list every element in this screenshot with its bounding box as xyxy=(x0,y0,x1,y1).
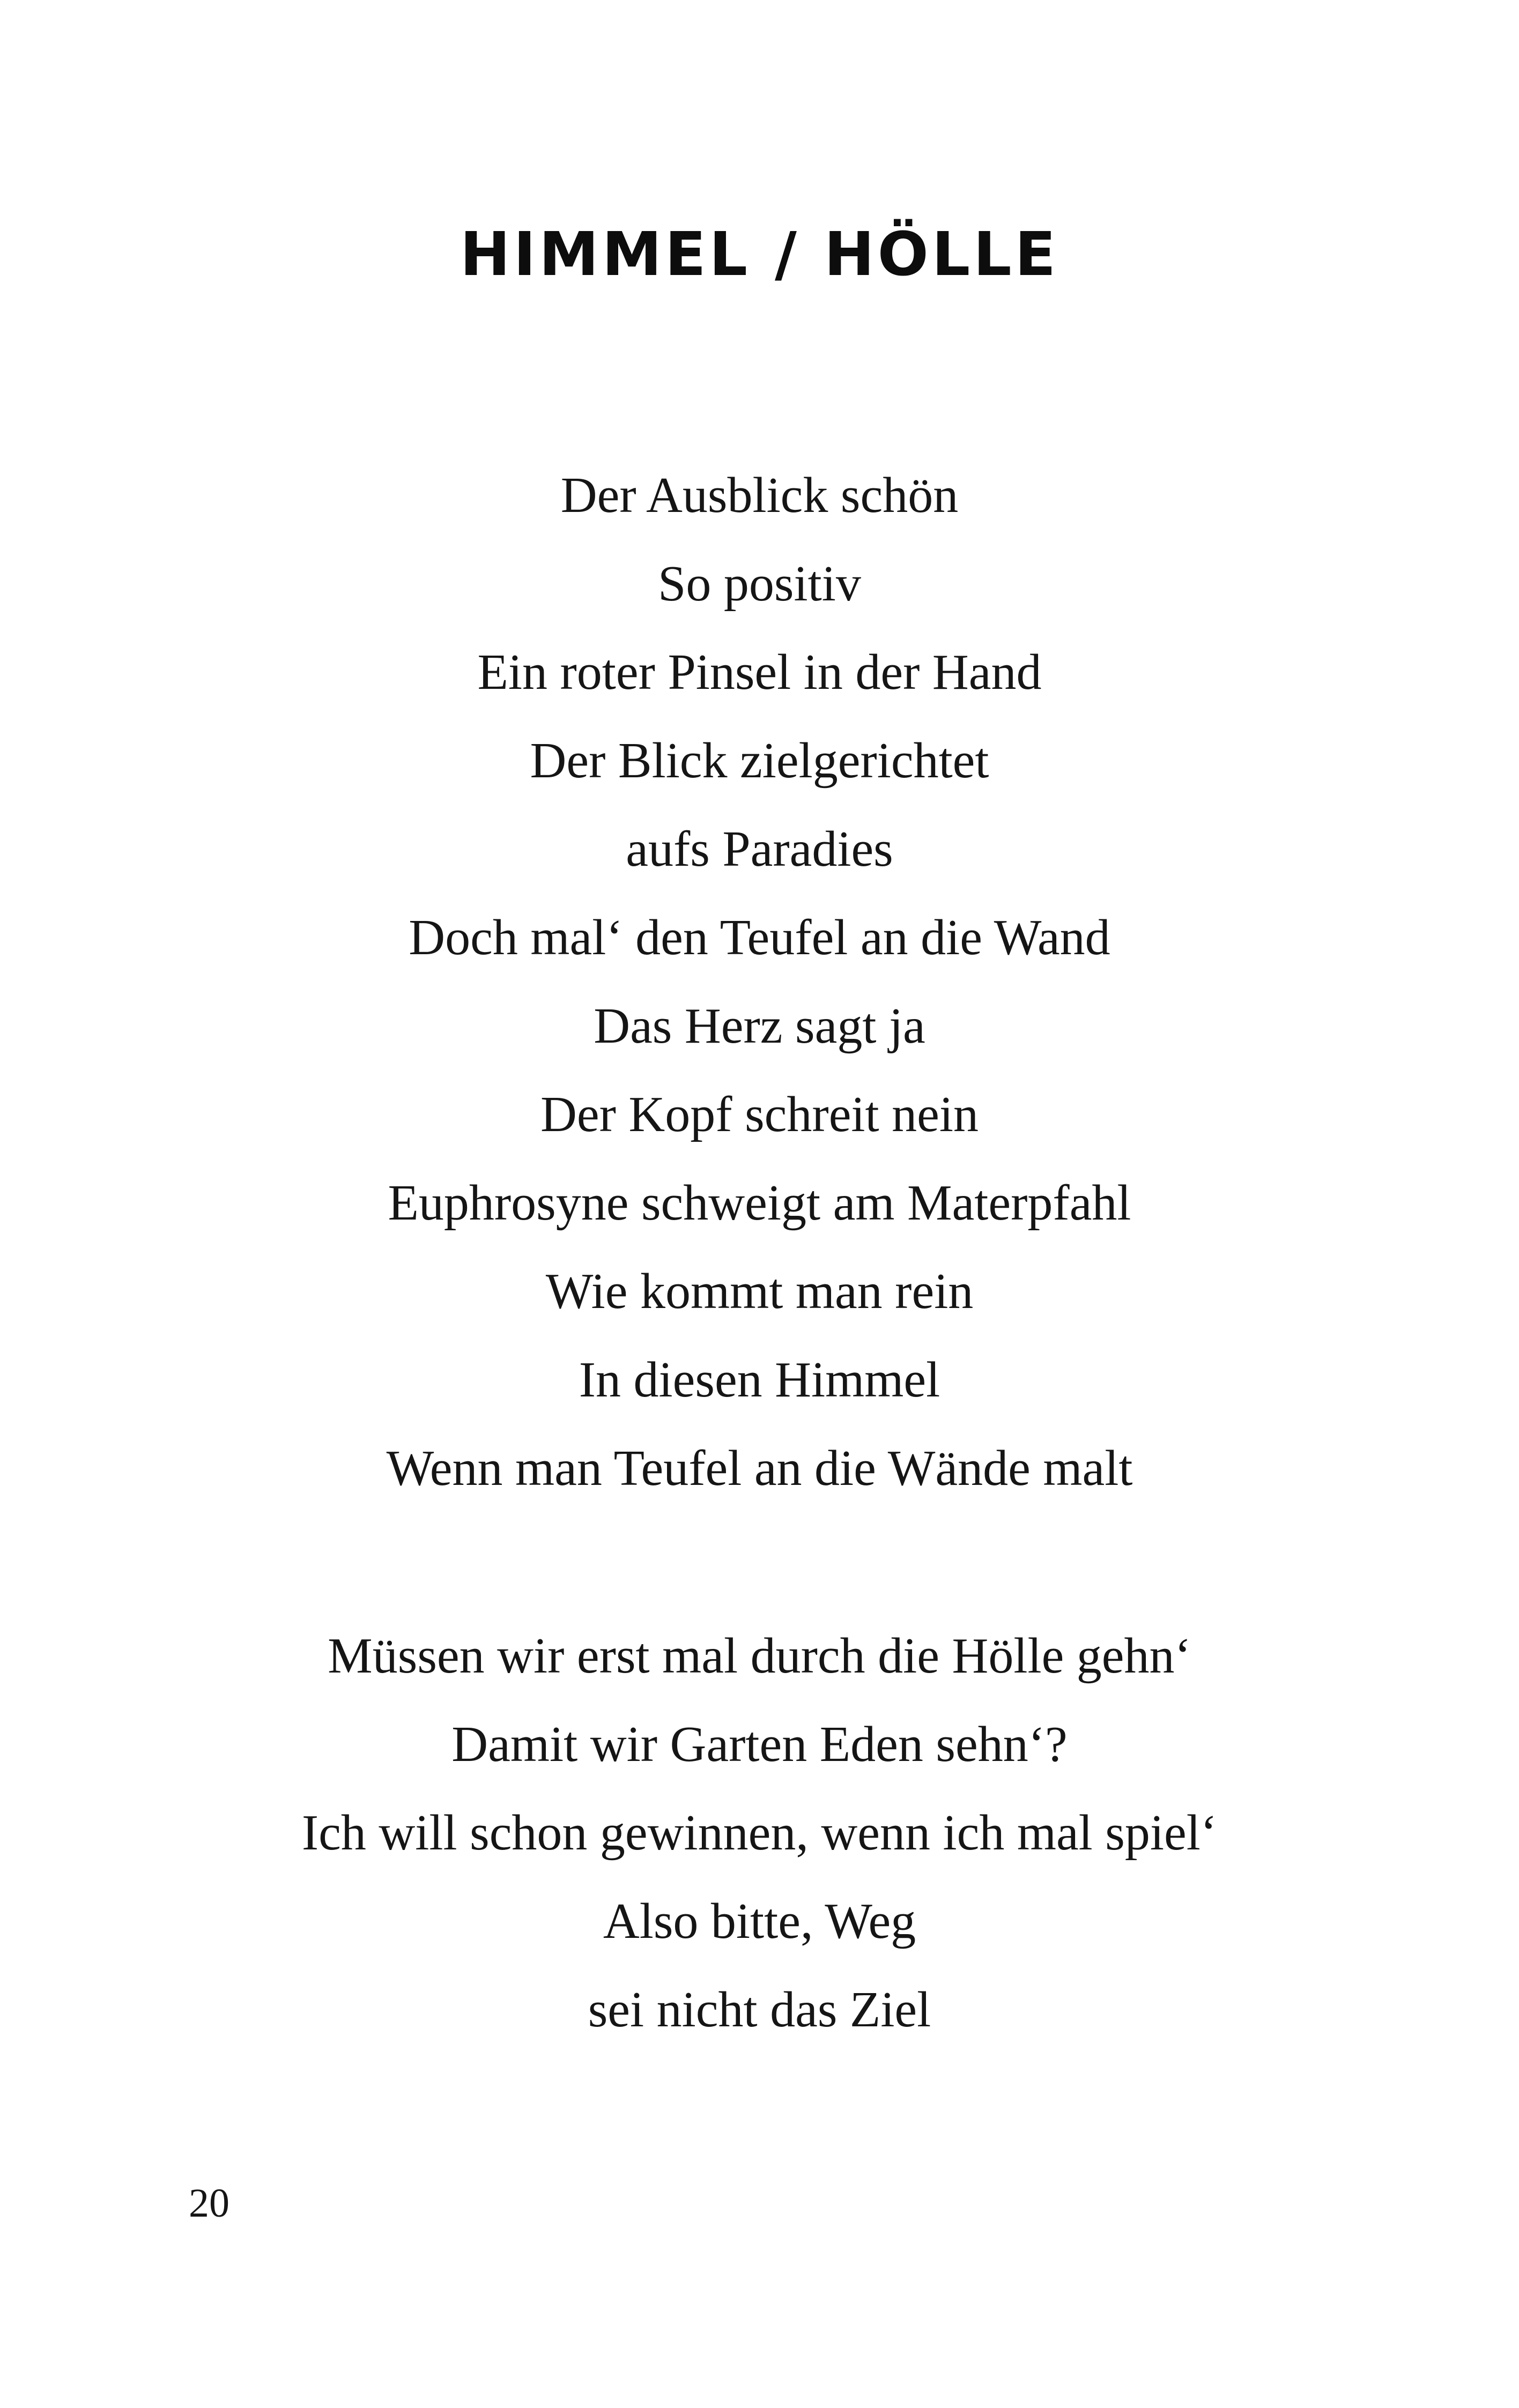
poem-line: In diesen Himmel xyxy=(579,1352,940,1408)
poem-line: Ich will schon gewinnen, wenn ich mal spiel‘ xyxy=(301,1805,1218,1861)
poem-line: Euphrosyne schweigt am Materpfahl xyxy=(388,1175,1131,1231)
poem-line: Wie kommt man rein xyxy=(545,1264,974,1319)
stanza-1 xyxy=(0,451,1519,1513)
poem-line: sei nicht das Ziel xyxy=(588,1982,931,2038)
poem-line: Der Ausblick schön xyxy=(560,467,959,523)
poem-line: Das Herz sagt ja xyxy=(594,998,925,1054)
poem-line: Damit wir Garten Eden sehn‘? xyxy=(451,1716,1068,1772)
poem-line: Doch mal‘ den Teufel an die Wand xyxy=(409,910,1110,965)
poem-line: Der Blick zielgerichtet xyxy=(530,733,989,789)
poem-line: Also bitte, Weg xyxy=(603,1893,916,1949)
stanza-2 xyxy=(0,1612,1519,2054)
page-number: 20 xyxy=(189,2181,229,2226)
poem-line: Müssen wir erst mal durch die Hölle gehn‘ xyxy=(328,1628,1191,1684)
poem-line: Der Kopf schreit nein xyxy=(540,1087,979,1142)
poem-line: So positiv xyxy=(658,556,861,612)
poem-title: HIMMEL / HÖLLE xyxy=(460,220,1059,289)
poem-line: Wenn man Teufel an die Wände malt xyxy=(386,1440,1133,1496)
poem-line: aufs Paradies xyxy=(626,821,893,877)
poem-line: Ein roter Pinsel in der Hand xyxy=(477,644,1042,700)
